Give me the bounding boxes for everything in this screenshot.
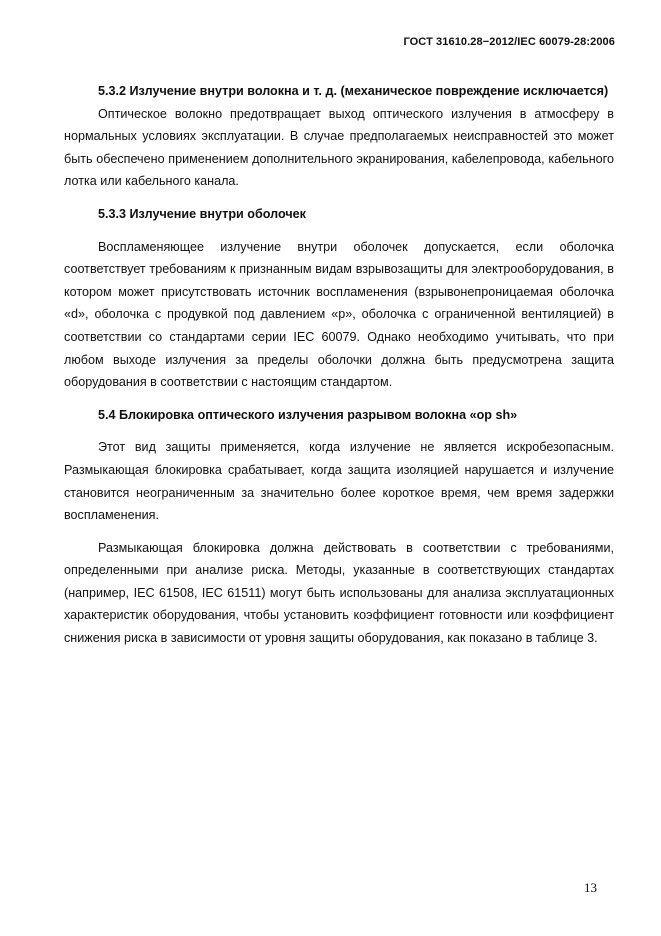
section-heading-5-3-3: 5.3.3 Излучение внутри оболочек bbox=[98, 206, 306, 221]
section-heading-5-4: 5.4 Блокировка оптического излучения разрывом волокна «op sh» bbox=[98, 407, 518, 422]
section-heading-5-3-2: 5.3.2 Излучение внутри волокна и т. д. (механическое повреждение исключается) bbox=[98, 84, 609, 98]
paragraph: Этот вид защиты применяется, когда излучение не является искробезопасным. Размыкающая блокировка срабатывает, когда защита изоляцией нарушается и излучение становится неограниченным за значительно более короткое время, чем время задержки воспламенения. bbox=[64, 440, 614, 523]
paragraph: Оптическое волокно предотвращает выход оптического излучения в атмосферу в нормальных условиях эксплуатации. В случае предполагаемых неисправностей это может быть обеспечено применением дополнительного экранирования, кабелепровода, кабельного лотка или кабельного канала. bbox=[64, 106, 614, 189]
paragraph: Размыкающая блокировка должна действовать в соответствии с требованиями, определенными при анализе риска. Методы, указанные в соответствующих стандартах (например, IEC 61508, IEC 61511) могут быть использованы для анализа эксплуатационных характеристик оборудования, чтобы установить коэффициент готовности или коэффициент снижения риска в зависимости от уровня защиты оборудования, как показано в таблице 3. bbox=[64, 540, 614, 646]
paragraph: Воспламеняющее излучение внутри оболочек допускается, если оболочка соответствует требованиям к признанным видам взрывозащиты для электрооборудования, в котором может присутствовать источник воспламенения (взрывонепроницаемая оболочка «d», оболочка с продувкой под давлением «р», оболочка с ограниченной вентиляцией) в соответствии со стандартами серии IEC 60079. Однако необходимо учитывать, что при любом выходе излучения за пределы оболочки должна быть предусмотрена защита оборудования в соответствии с настоящим стандартом. bbox=[64, 239, 614, 390]
document-header: ГОСТ 31610.28−2012/IEC 60079-28:2006 bbox=[403, 36, 615, 48]
page-number: 13 bbox=[584, 880, 597, 895]
document-body bbox=[64, 80, 614, 650]
